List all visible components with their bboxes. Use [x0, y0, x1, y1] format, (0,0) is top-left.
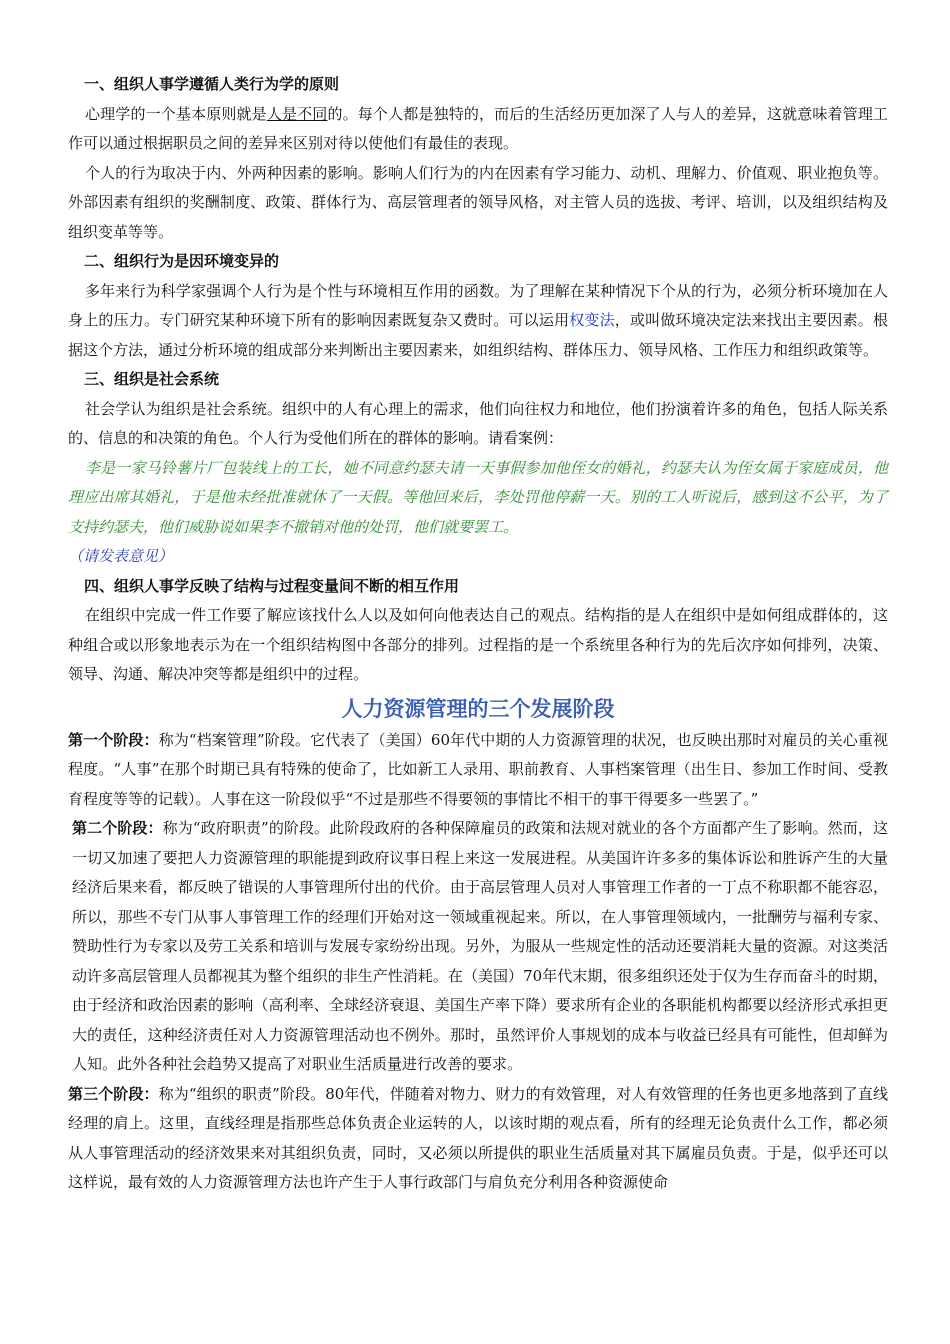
- section4-paragraph-1: 在组织中完成一件工作要了解应该找什么人以及如何向他表达自己的观点。结构指的是人在组织中是如何组成群体的，这种组合或以形象地表示为在一个组织结构图中各部分的排列。过程指的是一个系统里各种行为的先后次序如何排列，决策、领导、沟通、解决冲突等都是组织中的过程。: [68, 606, 888, 683]
- section1-paragraph-1: [68, 100, 888, 159]
- discussion-note: （请发表意见）: [68, 547, 174, 565]
- section1-heading: 一、组织人事学遵循人类行为学的原则: [84, 75, 340, 93]
- section1-underlined-phrase: 人是不同: [266, 104, 328, 123]
- case-study-text: 李是一家马铃薯片厂包装线上的工长，她不同意约瑟夫请一天事假参加他侄女的婚礼，约瑟夫认为侄女属于家庭成员，他理应出席其婚礼，于是他未经批准就休了一天假。等他回来后，李处罚他停薪一天。别的工人听说后，感到这不公平，为了支持约瑟夫，他们威胁说如果李不撤销对他的处罚，他们就要罢工。: [68, 458, 888, 536]
- stage-3-text: 称为“组织的职责”阶段。80年代，伴随着对物力、财力的有效管理，对人有效管理的任务也更多地落到了直线经理的肩上。这里，直线经理是指那些总体负责企业运转的人，以该时期的观点看，所有的经理无论负责什么工作，都必须从人事管理活动的经济效果来对其组织负责，同时，又必须以所提供的职业生活质量对其下属雇员负责。于是，似乎还可以这样说，最有效的人力资源管理方法也许产生于人事行政部门与肩负充分利用各种资源使命: [68, 1084, 888, 1191]
- stage-3-paragraph: [68, 1080, 888, 1198]
- section3-paragraph-1: 社会学认为组织是社会系统。组织中的人有心理上的需求，他们向往权力和地位，他们扮演着许多的角色，包括人际关系的、信息的和决策的角色。个人行为受他们所在的群体的影响。请看案例：: [68, 399, 888, 447]
- stage-2-paragraph: [68, 814, 888, 1080]
- section2-heading: 二、组织行为是因环境变异的: [84, 252, 280, 270]
- page-title: 人力资源管理的三个发展阶段: [341, 695, 615, 721]
- stage-2-text: 称为“政府职责”的阶段。此阶段政府的各种保障雇员的政策和法规对就业的各个方面都产生了影响。然而，这一切又加速了要把人力资源管理的职能提到政府议事日程上来这一发展进程。从美国许许多多的集体诉讼和胜诉产生的大量经济后果来看，都反映了错误的人事管理所付出的代价。由于高层管理人员对人事管理工作者的一丁点不称职都不能容忍，所以，那些不专门从事人事管理工作的经理们开始对这一领域重视起来。所以，在人事管理领域内，一批酬劳与福利专家、赞助性行为专家以及劳工关系和培训与发展专家纷纷出现。另外，为服从一些规定性的活动还要消耗大量的资源。对这类活动许多高层管理人员都视其为整个组织的非生产性消耗。在（美国）70年代末期，很多组织还处于仅为生存而奋斗的时期，由于经济和政治因素的影响（高利率、全球经济衰退、美国生产率下降）要求所有企业的各职能机构都要以经济形式承担更大的责任，这种经济责任对人力资源管理活动也不例外。那时，虽然评价人事规划的成本与收益已经具有可能性，但却鲜为人知。此外各种社会趋势又提高了对职业生活质量进行改善的要求。: [72, 819, 888, 1073]
- section2-paragraph-1: [68, 277, 888, 366]
- section3-heading: 三、组织是社会系统: [84, 370, 220, 388]
- section1-p1-text-b: 的。每个人都是独特的，而后的生活经历更加深了人与人的差异，这就意味着管理工作可以通过根据职员之间的差异来区别对待以使他们有最佳的表现。: [68, 104, 888, 152]
- document-page: [68, 70, 888, 1198]
- stage-1-paragraph: [68, 726, 888, 815]
- section2-p1-text-b: ，或叫做环境决定法来找出主要因素。根据这个方法，通过分析环境的组成部分来判断出主要因素来，如组织结构、群体压力、领导风格、工作压力和组织政策等。: [68, 311, 888, 359]
- stage-2-label: 第二个阶段：: [72, 819, 163, 837]
- stage-3-label: 第三个阶段：: [68, 1084, 159, 1103]
- stage-1-label: 第一个阶段：: [68, 730, 159, 749]
- section2-p1-text-a: 多年来行为科学家强调个人行为是个性与环境相互作用的函数。为了理解在某种情况下个从的行为，必须分析环境加在人身上的压力。专门研究某种环境下所有的影响因素既复杂又费时。可以运用: [68, 281, 888, 329]
- section1-paragraph-2: 个人的行为取决于内、外两种因素的影响。影响人们行为的内在因素有学习能力、动机、理解力、价值观、职业抱负等。外部因素有组织的奖酬制度、政策、群体行为、高层管理者的领导风格，对主管人员的选拔、考评、培训，以及组织结构及组织变革等等。: [68, 163, 888, 241]
- section1-p1-text-a: 心理学的一个基本原则就是: [85, 104, 267, 123]
- section4-heading: 四、组织人事学反映了结构与过程变量间不断的相互作用: [84, 576, 460, 595]
- contingency-method-link[interactable]: 权变法: [569, 311, 615, 329]
- stage-1-text: 称为“档案管理”阶段。它代表了（美国）60年代中期的人力资源管理的状况，也反映出那时对雇员的关心重视程度。“人事”在那个时期已具有特殊的使命了，比如新工人录用、职前教育、人事档案管理（出生日、参加工作时间、受教育程度等等的记载）。人事在这一阶段似乎“不过是那些不得要领的事情比不相干的事干得要多一些罢了。”: [68, 730, 888, 808]
